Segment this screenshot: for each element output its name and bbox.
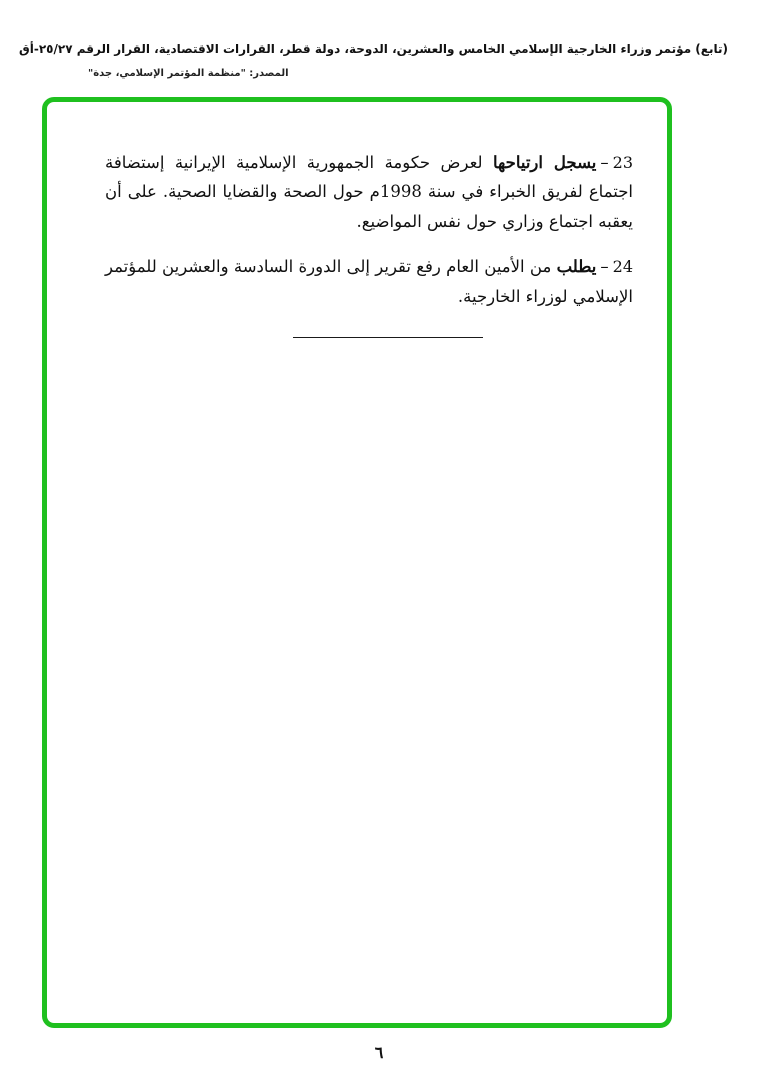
content-frame <box>42 97 672 1028</box>
resolution-item-23 <box>105 148 633 236</box>
item-number: 24 <box>612 257 633 277</box>
item-bold-lead: يطلب <box>556 257 597 277</box>
document-source-line: المصدر: "منظمة المؤتمر الإسلامي، جدة" <box>88 68 289 79</box>
item-body-text: لعرض حكومة الجمهورية الإسلامية الإيرانية إستضافة اجتماع لفريق الخبراء في سنة 1998م حول الصحة والقضايا الصحية. على أن يعقبه اجتماع وزاري حول نفس المواضيع. <box>105 153 633 231</box>
item-body-text: من الأمين العام رفع تقرير إلى الدورة السادسة والعشرين للمؤتمر الإسلامي لوزراء الخارجية. <box>105 257 633 306</box>
item-bold-lead: يسجل ارتياحها <box>493 153 597 172</box>
item-number: 23 <box>612 153 633 172</box>
section-divider <box>293 337 483 338</box>
document-header-title: (تابع) مؤتمر وزراء الخارجية الإسلامي الخامس والعشرين، الدوحة، دولة قطر، القرارات الاقتصادية، القرار الرقم ٢٥/٢٧-أق <box>19 42 728 56</box>
item-dash: – <box>600 257 609 277</box>
item-dash: – <box>600 153 609 172</box>
page-number: ٦ <box>374 1043 384 1062</box>
resolution-item-24 <box>105 252 633 311</box>
